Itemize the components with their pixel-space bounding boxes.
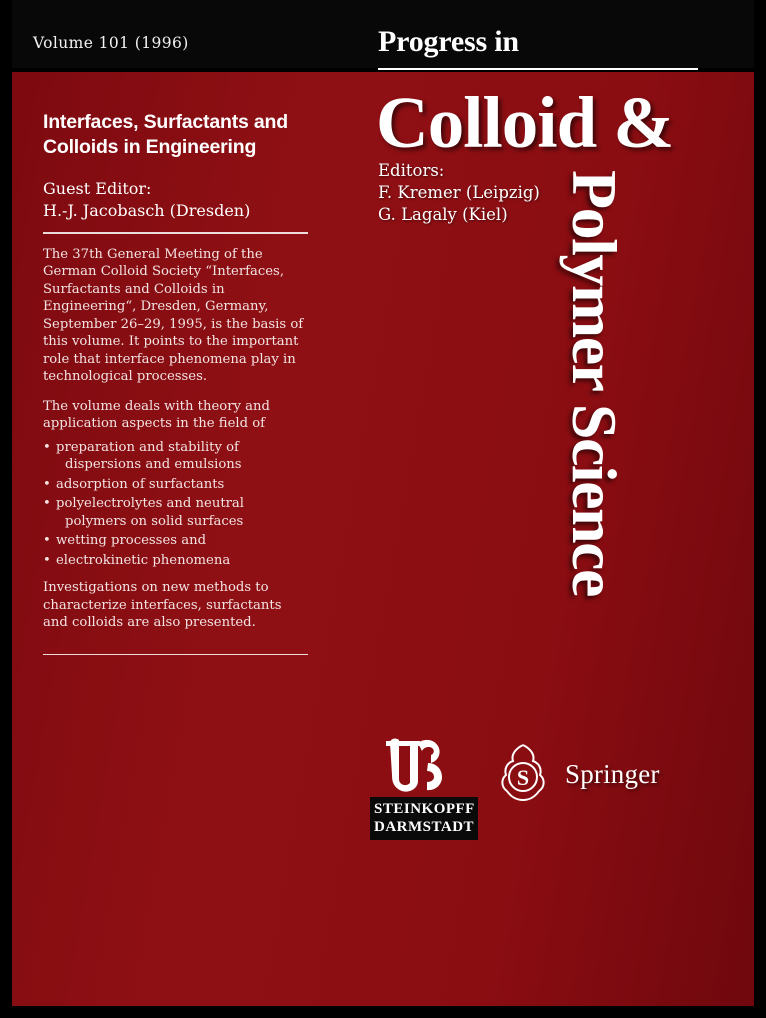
left-column [43, 110, 311, 667]
guest-editor-name: H.-J. Jacobasch (Dresden) [43, 201, 251, 220]
editor-2: G. Lagaly (Kiel) [378, 205, 508, 224]
cover-blurb-secondary: The volume deals with theory and application aspects in the field of [43, 398, 270, 431]
cover-blurb: The 37th General Meeting of the German Colloid Society “Interfaces, Surfactants and Colloids in Engineering“, Dresden, Germany, September 26–29, 1995, is the basis of this volume. It points to the important role that interface phenomena play in technological processes. [43, 246, 304, 384]
editors-heading: Editors: [378, 161, 445, 180]
steinkopff-line2: DARMSTADT [374, 819, 475, 835]
list-item-line1: electrokinetic phenomena [56, 552, 231, 568]
cover-edge-left [0, 0, 12, 1018]
editors-block [378, 160, 540, 226]
divider-bottom [43, 654, 308, 656]
list-item-line2: dispersions and emulsions [65, 457, 242, 472]
journal-title-line3: Polymer Science [559, 170, 630, 596]
list-item [43, 532, 311, 550]
list-item [43, 552, 311, 570]
editor-1: F. Kremer (Leipzig) [378, 183, 540, 202]
book-title: Interfaces, Surfactants and Colloids in Engineering [43, 111, 288, 158]
list-item [43, 476, 311, 494]
list-item-line2: polymers on solid surfaces [65, 513, 244, 529]
publisher-logos [370, 735, 670, 865]
list-item-line1: preparation and stability of [56, 439, 239, 455]
steinkopff-line1: STEINKOPFF [374, 801, 475, 817]
list-item-line1: polyelectrolytes and neutral [56, 496, 244, 511]
divider-top [43, 232, 308, 234]
springer-wordmark: Springer [565, 758, 660, 789]
springer-logo [495, 743, 660, 805]
title-divider-rule [378, 68, 698, 70]
journal-title-line1: Progress in [378, 25, 519, 58]
steinkopff-logo [370, 735, 478, 840]
list-item [43, 439, 311, 474]
list-item-line1: wetting processes and [56, 533, 207, 548]
topic-list [43, 439, 311, 570]
springer-knight-icon [495, 743, 551, 805]
cover-edge-bottom [0, 1006, 766, 1018]
list-item [43, 495, 311, 530]
cover-closing-text: Investigations on new methods to characterize interfaces, surfactants and colloids are also presented. [43, 580, 282, 630]
journal-title-line2: Colloid & [376, 82, 674, 163]
guest-editor-label: Guest Editor: [43, 179, 152, 198]
svg-text:S: S [516, 765, 530, 790]
list-item-line1: adsorption of surfactants [56, 476, 225, 492]
steinkopff-wordmark [370, 797, 478, 840]
volume-label: Volume 101 (1996) [33, 34, 189, 52]
cover-edge-right [754, 0, 766, 1018]
steinkopff-mark-icon [384, 735, 448, 793]
